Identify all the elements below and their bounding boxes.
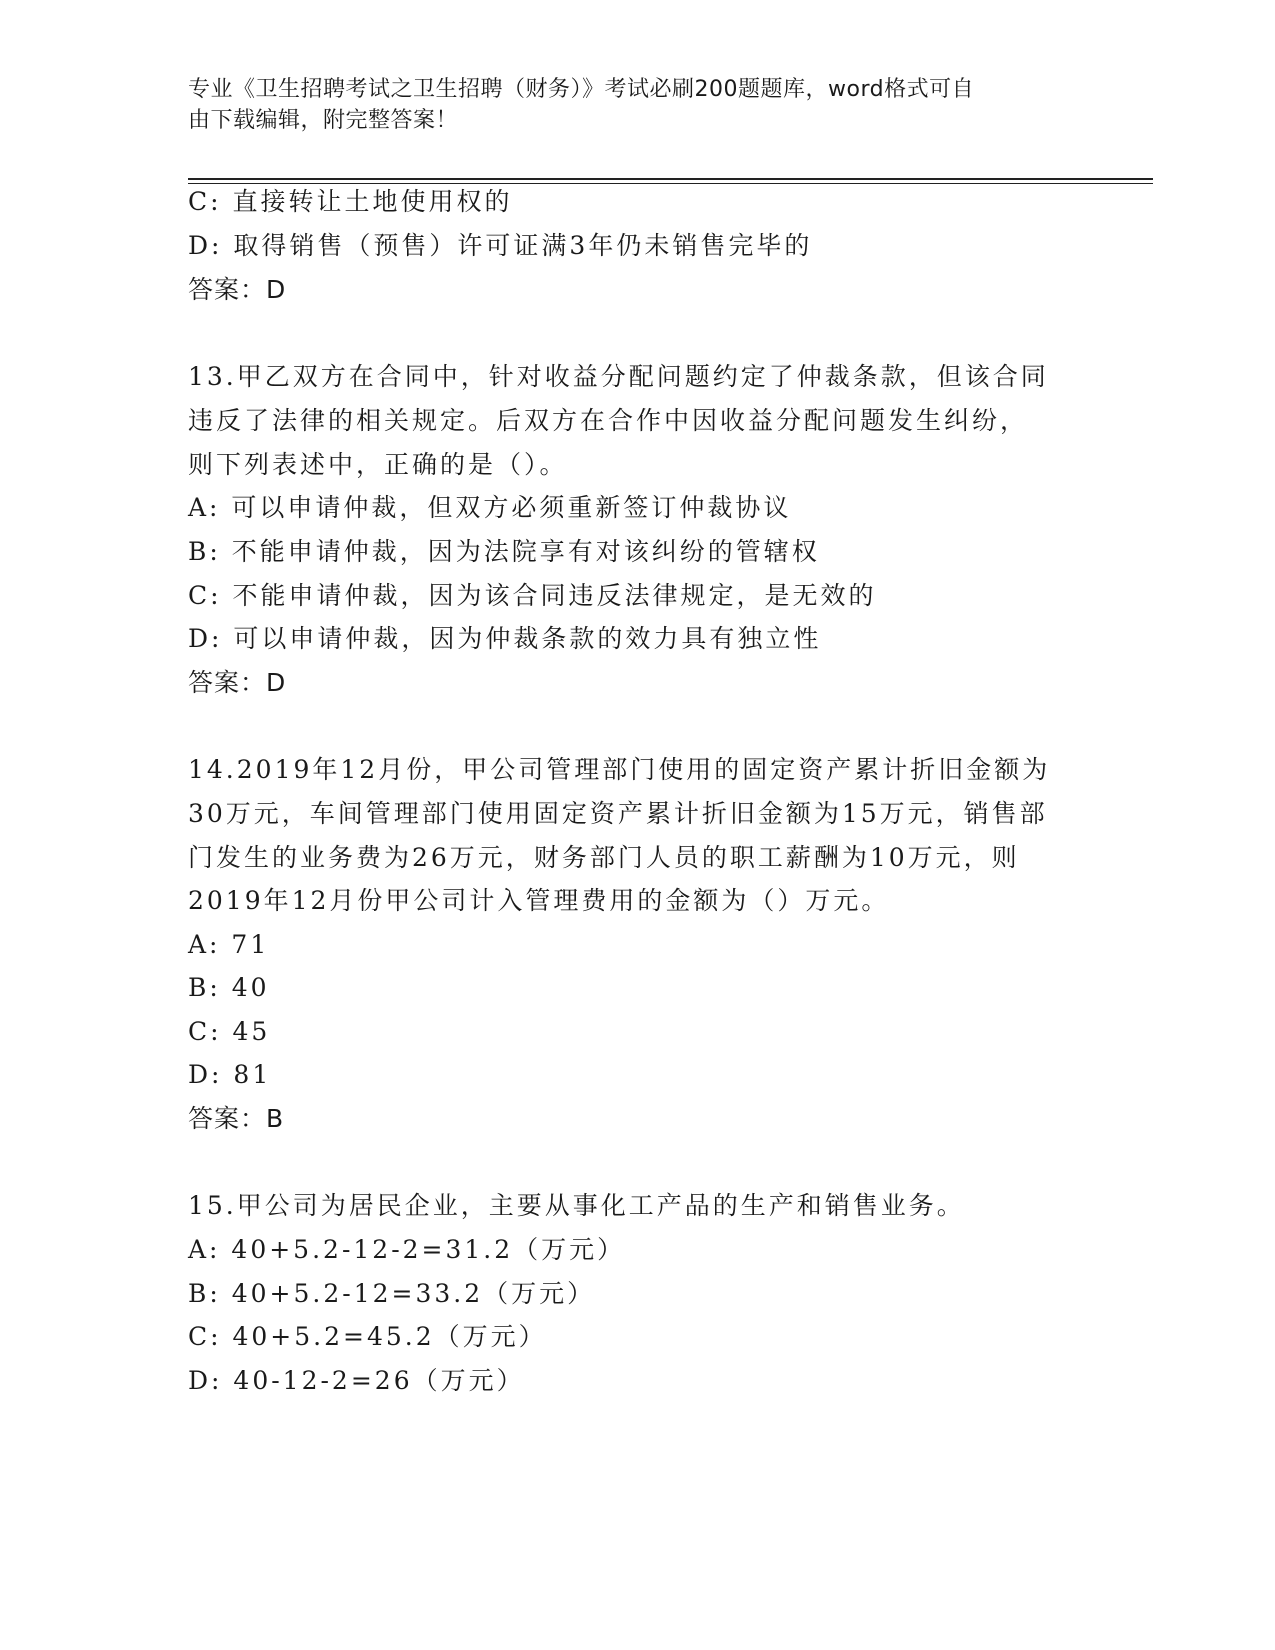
- q13-option-a: A: 可以申请仲裁，但双方必须重新签订仲裁协议: [188, 493, 792, 522]
- q14-option-a: A: 71: [188, 930, 270, 959]
- q14-stem-line-3: 门发生的业务费为26万元，财务部门人员的职工薪酬为10万元，则: [188, 843, 1020, 872]
- q13-answer: 答案：D: [188, 668, 287, 697]
- q14-option-c: C: 45: [188, 1017, 271, 1046]
- q13-stem-line-2: 违反了法律的相关规定。后双方在合作中因收益分配问题发生纠纷，: [188, 406, 1029, 435]
- prev-option-c: C: 直接转让土地使用权的: [188, 187, 513, 216]
- q15-option-d: D: 40-12-2=26（万元）: [188, 1366, 525, 1395]
- q13-option-d: D: 可以申请仲裁，因为仲裁条款的效力具有独立性: [188, 624, 822, 653]
- q14-option-d: D: 81: [188, 1060, 272, 1089]
- header-line-2: 由下载编辑，附完整答案！: [188, 108, 459, 133]
- q13-stem-line-3: 则下列表述中，正确的是（）。: [188, 450, 568, 479]
- header-line-1: 专业《卫生招聘考试之卫生招聘（财务）》考试必刷200题题库，word格式可自: [188, 77, 975, 102]
- prev-answer: 答案：D: [188, 275, 287, 304]
- document-header: [188, 74, 1068, 136]
- q13-option-b: B: 不能申请仲裁，因为法院享有对该纠纷的管辖权: [188, 537, 820, 566]
- q14-stem-line-4: 2019年12月份甲公司计入管理费用的金额为（）万元。: [188, 886, 890, 915]
- q15-stem-line-1: 15.甲公司为居民企业，主要从事化工产品的生产和销售业务。: [188, 1191, 965, 1220]
- q15-option-b: B: 40+5.2-12=33.2（万元）: [188, 1279, 596, 1308]
- q14-option-b: B: 40: [188, 973, 270, 1002]
- q15-option-c: C: 40+5.2=45.2（万元）: [188, 1322, 547, 1351]
- q14-answer: 答案：B: [188, 1104, 285, 1133]
- q13-option-c: C: 不能申请仲裁，因为该合同违反法律规定，是无效的: [188, 581, 877, 610]
- q14-stem-line-2: 30万元，车间管理部门使用固定资产累计折旧金额为15万元，销售部: [188, 799, 1048, 828]
- q14-stem-line-1: 14.2019年12月份，甲公司管理部门使用的固定资产累计折旧金额为: [188, 755, 1051, 784]
- q15-option-a: A: 40+5.2-12-2=31.2（万元）: [188, 1235, 626, 1264]
- prev-option-d: D: 取得销售（预售）许可证满3年仍未销售完毕的: [188, 231, 813, 260]
- q13-stem-line-1: 13.甲乙双方在合同中，针对收益分配问题约定了仲裁条款，但该合同: [188, 362, 1049, 391]
- header-divider-thin: [188, 183, 1153, 184]
- header-divider-thick: [188, 178, 1153, 180]
